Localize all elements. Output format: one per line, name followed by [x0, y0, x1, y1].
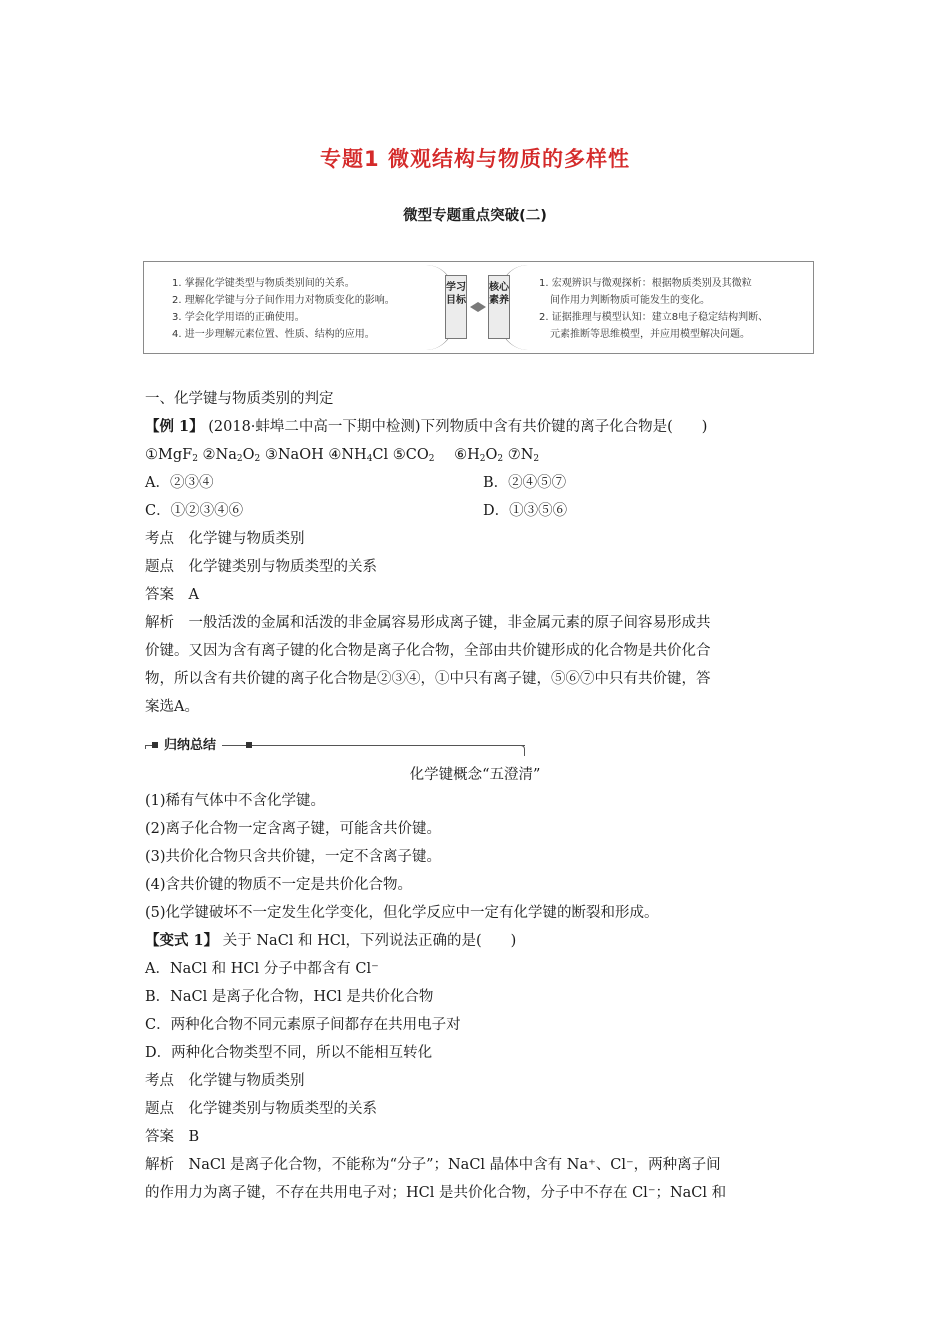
literacy-item: 元素推断等思维模型，并应用模型解决问题。	[550, 329, 750, 340]
variant-label: 【变式 1】	[145, 932, 219, 949]
substance-list: ①MgF$_2$ $②Na_2O_2$ ③NaOH $④NH_4Cl$ $⑤CO_2$ $⑥H_2O_2$ $⑦N_2$	[145, 447, 540, 464]
tidian-row: 题点 化学键类别与物质类型的关系	[145, 559, 377, 575]
learning-goals-list	[172, 275, 452, 343]
summary-title: 化学键概念“五澄清”	[409, 767, 541, 783]
summary-item: (2)离子化合物一定含离子键，可能含共价键。	[145, 821, 442, 837]
analysis-line: 解析 NaCl 是离子化合物，不能称为“分子”；NaCl 晶体中含有 Na⁺、Cl⁻，两种离子间	[145, 1157, 721, 1173]
option-b: B．②④⑤⑦	[483, 475, 567, 491]
analysis-line: 解析 一般活泼的金属和活泼的非金属容易形成离子键，非金属元素的原子间容易形成共	[145, 615, 711, 631]
example-question	[145, 417, 707, 437]
core-literacy-list	[539, 275, 809, 343]
connector-diamond-icon	[470, 302, 486, 312]
analysis-line: 案选A。	[145, 699, 199, 715]
literacy-item: 间作用力判断物质可能发生的变化。	[550, 295, 710, 306]
summary-item: (1)稀有气体中不含化学键。	[145, 793, 326, 809]
learning-goals-tag: 学习目标	[445, 275, 467, 339]
analysis-line: 物，所以含有共价键的离子化合物是②③④，①中只有离子键，⑤⑥⑦中只有共价键，答	[145, 671, 711, 687]
summary-bullet-icon	[152, 742, 158, 748]
summary-label: 归纳总结	[158, 738, 222, 754]
tidian-row: 题点 化学键类别与物质类型的关系	[145, 1101, 377, 1117]
goals-box	[143, 261, 814, 354]
variant-question	[145, 931, 516, 951]
variant-option-a: A．NaCl 和 HCl 分子中都含有 Cl⁻	[145, 961, 379, 977]
example-text: (2018·蚌埠二中高一下期中检测)下列物质中含有共价键的离子化合物是( )	[208, 419, 708, 435]
goal-item: 1. 掌握化学键类型与物质类别间的关系。	[172, 278, 355, 289]
variant-option-d: D．两种化合物类型不同，所以不能相互转化	[145, 1045, 433, 1061]
kaodian-row: 考点 化学键与物质类别	[145, 531, 305, 547]
summary-item: (5)化学键破坏不一定发生化学变化，但化学反应中一定有化学键的断裂和形成。	[145, 905, 659, 921]
answer-row: 答案 A	[145, 587, 199, 603]
analysis-line: 的作用力为离子键，不存在共用电子对；HCl 是共价化合物，分子中不存在 Cl⁻；NaCl 和	[145, 1185, 727, 1201]
goal-item: 3. 学会化学用语的正确使用。	[172, 312, 305, 323]
page-subtitle: 微型专题重点突破(二)	[403, 208, 547, 224]
option-d: D．①③⑤⑥	[483, 503, 568, 519]
variant-text: 关于 NaCl 和 HCl，下列说法正确的是( )	[222, 933, 517, 949]
analysis-line: 价键。又因为含有离子键的化合物是离子化合物，全部由共价键形成的化合物是共价化合	[145, 643, 711, 659]
variant-option-c: C．两种化合物不同元素原子间都存在共用电子对	[145, 1017, 461, 1033]
section-heading: 一、化学键与物质类别的判定	[145, 391, 334, 407]
variant-option-b: B．NaCl 是离子化合物，HCl 是共价化合物	[145, 989, 434, 1005]
core-literacy-tag: 核心素养	[488, 275, 510, 339]
summary-header-bar	[145, 738, 525, 756]
literacy-item: 2. 证据推理与模型认知：建立8电子稳定结构判断、	[539, 312, 769, 323]
kaodian-row: 考点 化学键与物质类别	[145, 1073, 305, 1089]
literacy-item: 1. 宏观辨识与微观探析：根据物质类别及其微粒	[539, 278, 752, 289]
option-c: C．①②③④⑥	[145, 503, 244, 519]
answer-row: 答案 B	[145, 1129, 200, 1145]
summary-item: (3)共价化合物只含共价键，一定不含离子键。	[145, 849, 442, 865]
example-label: 【例 1】	[145, 418, 204, 435]
summary-bullet-icon	[246, 742, 252, 748]
goal-item: 2. 理解化学键与分子间作用力对物质变化的影响。	[172, 295, 395, 306]
page-title: 专题1 微观结构与物质的多样性	[320, 147, 630, 171]
summary-item: (4)含共价键的物质不一定是共价化合物。	[145, 877, 413, 893]
goal-item: 4. 进一步理解元素位置、性质、结构的应用。	[172, 329, 375, 340]
option-a: A．②③④	[145, 475, 214, 491]
